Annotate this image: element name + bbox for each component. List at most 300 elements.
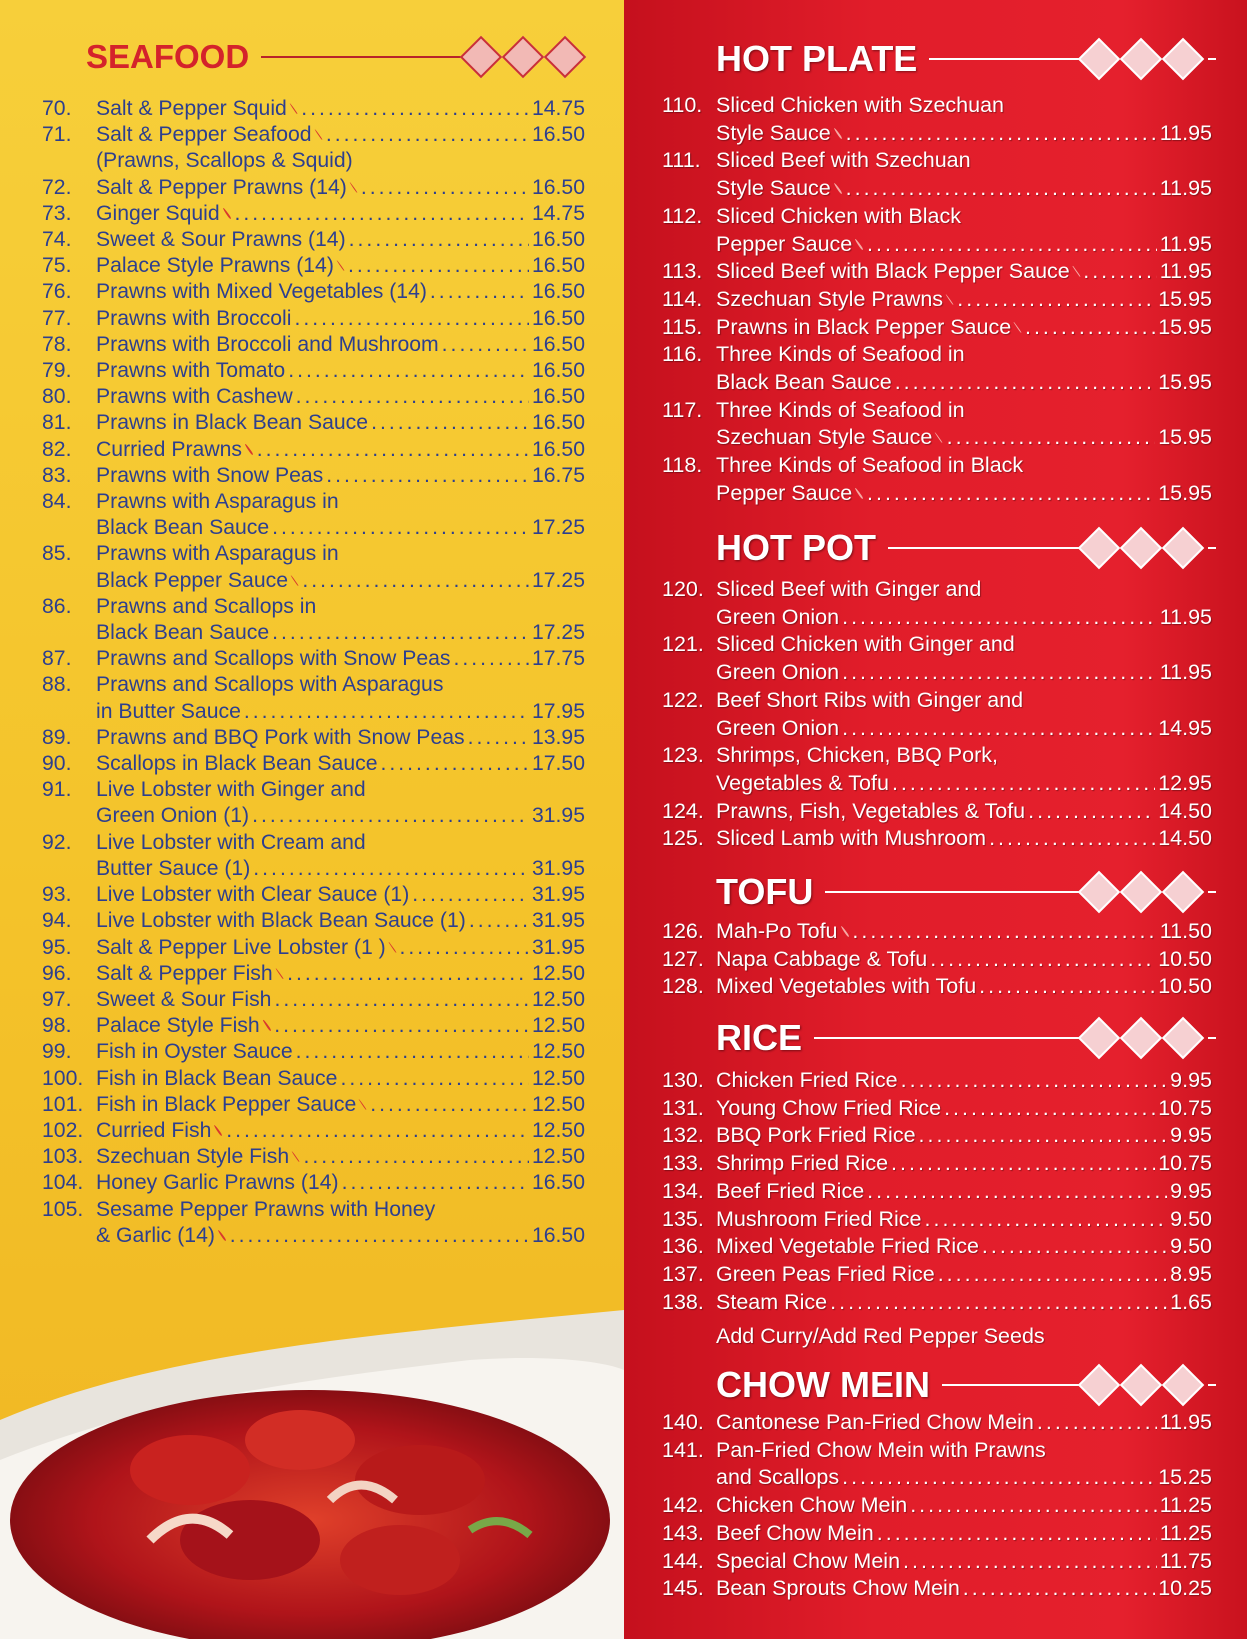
menu-item xyxy=(662,258,1212,286)
item-number: 118. xyxy=(662,453,703,478)
menu-item-row xyxy=(42,803,585,829)
menu-item-row xyxy=(662,286,1212,314)
dot-leader xyxy=(253,856,529,882)
item-number: 92. xyxy=(42,830,72,854)
item-name: Prawns, Fish, Vegetables & Tofu xyxy=(716,798,1026,823)
item-price: 14.75 xyxy=(531,97,585,120)
menu-item-row xyxy=(662,175,1212,203)
menu-item-row xyxy=(662,631,1212,659)
dot-leader xyxy=(846,120,1157,148)
chili-icon xyxy=(840,926,849,938)
item-number: 83. xyxy=(42,463,72,487)
item-price: 11.95 xyxy=(1159,660,1212,685)
diamond-icon xyxy=(1162,871,1204,913)
menu-item-row xyxy=(42,987,585,1013)
item-number: 87. xyxy=(42,647,72,671)
item-name-continued: Black Bean Sauce xyxy=(716,370,892,395)
menu-item xyxy=(42,987,585,1013)
menu-item-row xyxy=(42,122,585,148)
item-price: 17.95 xyxy=(531,699,585,723)
diamond-icon xyxy=(1078,527,1120,569)
dot-leader xyxy=(944,1095,1155,1123)
item-number: 104. xyxy=(42,1171,84,1195)
menu-item-row xyxy=(42,646,585,672)
item-number: 130. xyxy=(662,1068,704,1092)
header-rule-tail xyxy=(1208,891,1216,893)
tofu-header xyxy=(716,871,1216,913)
item-number: 84. xyxy=(42,490,72,514)
menu-item xyxy=(42,882,585,908)
dot-leader xyxy=(919,1122,1168,1150)
item-number: 131. xyxy=(662,1095,704,1120)
dot-leader xyxy=(895,369,1155,397)
item-number: 115. xyxy=(662,314,703,339)
chow-mein-header xyxy=(716,1364,1216,1406)
dot-leader xyxy=(925,1206,1168,1234)
menu-item xyxy=(662,92,1212,147)
item-number: 94. xyxy=(42,909,72,933)
menu-item xyxy=(662,314,1212,342)
item-name-continued: Vegetables & Tofu xyxy=(716,770,889,795)
dot-leader xyxy=(274,1013,529,1039)
dot-leader xyxy=(892,770,1155,798)
menu-item-row xyxy=(42,594,585,620)
dot-leader xyxy=(296,384,529,410)
item-name: Salt & Pepper Prawns (14) xyxy=(96,175,347,199)
item-price: 13.95 xyxy=(531,725,585,749)
dot-leader xyxy=(842,604,1157,632)
dot-leader xyxy=(842,659,1157,687)
diamond-icon xyxy=(1120,1017,1162,1059)
item-number: 75. xyxy=(42,254,72,278)
dot-leader xyxy=(230,1223,529,1249)
item-price: 10.75 xyxy=(1158,1151,1212,1176)
chili-icon xyxy=(262,1020,271,1032)
item-price: 31.95 xyxy=(531,856,585,880)
item-price: 11.95 xyxy=(1159,604,1212,629)
dot-leader xyxy=(842,1464,1155,1492)
item-name-continued: Green Onion xyxy=(716,660,840,685)
menu-item xyxy=(42,1197,585,1249)
menu-item-row xyxy=(662,1261,1212,1289)
item-name: Sweet & Sour Prawns (14) xyxy=(96,228,346,252)
item-name-continued: in Butter Sauce xyxy=(96,699,241,723)
section-title-rice: RICE xyxy=(716,1017,803,1058)
menu-item xyxy=(662,1150,1212,1178)
chili-icon xyxy=(217,1229,226,1241)
diamond-divider xyxy=(1078,1370,1204,1400)
diamond-icon xyxy=(1162,527,1204,569)
hot-plate-list xyxy=(662,92,1212,508)
item-name: Pan-Fried Chow Mein with Prawns xyxy=(716,1437,1046,1462)
menu-item xyxy=(662,742,1212,797)
item-name: Cantonese Pan-Fried Chow Mein xyxy=(716,1410,1034,1434)
menu-item xyxy=(662,286,1212,314)
item-number: 113. xyxy=(662,259,703,284)
item-price: 11.95 xyxy=(1159,176,1212,201)
item-price: 14.50 xyxy=(1158,826,1212,851)
diamond-icon xyxy=(502,36,544,78)
item-price: 14.95 xyxy=(1158,715,1212,740)
dot-leader xyxy=(274,987,529,1013)
dot-leader xyxy=(326,122,529,148)
item-name: Palace Style Fish xyxy=(96,1014,260,1038)
item-name: Prawns with Broccoli and Mushroom xyxy=(96,332,439,356)
item-price: 8.95 xyxy=(1170,1261,1212,1286)
menu-item-row xyxy=(662,1150,1212,1178)
menu-item xyxy=(42,279,585,305)
item-name: Prawns with Asparagus in xyxy=(96,490,339,514)
item-price: 9.95 xyxy=(1170,1068,1212,1092)
section-title-hot-plate: HOT PLATE xyxy=(716,38,918,79)
section-title-chow-mein: CHOW MEIN xyxy=(716,1364,930,1405)
menu-item-row xyxy=(662,480,1212,508)
menu-item-row xyxy=(42,908,585,934)
dot-leader xyxy=(272,515,529,541)
item-price: 12.50 xyxy=(531,1040,585,1064)
menu-item-row xyxy=(662,258,1212,286)
menu-item-row xyxy=(42,751,585,777)
menu-item-row xyxy=(42,306,585,332)
menu-item xyxy=(662,1178,1212,1206)
menu-item-row xyxy=(662,92,1212,120)
menu-item xyxy=(42,253,585,279)
diamond-icon xyxy=(1162,38,1204,80)
item-number: 138. xyxy=(662,1289,704,1314)
item-number: 95. xyxy=(42,935,72,959)
header-rule xyxy=(942,1384,1080,1386)
menu-item xyxy=(662,973,1212,1001)
menu-item-row xyxy=(662,397,1212,425)
section-title-hot-pot: HOT POT xyxy=(716,527,876,568)
menu-item-row xyxy=(662,341,1212,369)
item-number: 145. xyxy=(662,1576,704,1601)
menu-item xyxy=(662,631,1212,686)
menu-item xyxy=(42,830,585,882)
menu-item xyxy=(42,961,585,987)
item-name: Sesame Pepper Prawns with Honey xyxy=(96,1197,436,1221)
item-price: 11.95 xyxy=(1159,120,1212,145)
menu-item-row xyxy=(662,946,1212,974)
item-price: 15.95 xyxy=(1158,480,1212,505)
dot-leader xyxy=(910,1492,1157,1520)
item-name: Live Lobster with Clear Sauce (1) xyxy=(96,883,410,907)
dot-leader xyxy=(244,699,529,725)
item-price: 17.50 xyxy=(531,752,585,776)
item-name: Bean Sprouts Chow Mein xyxy=(716,1576,960,1601)
item-price: 17.75 xyxy=(531,647,585,671)
item-name: Prawns with Broccoli xyxy=(96,306,292,330)
diamond-divider xyxy=(460,42,586,72)
item-name: Sweet & Sour Fish xyxy=(96,987,272,1011)
menu-item-row xyxy=(42,175,585,201)
diamond-icon xyxy=(1120,527,1162,569)
menu-item xyxy=(42,1144,585,1170)
header-rule-tail xyxy=(1208,1384,1216,1386)
item-name: Sliced Lamb with Mushroom xyxy=(716,826,987,851)
item-price: 16.50 xyxy=(531,280,585,304)
item-price: 9.95 xyxy=(1170,1123,1212,1148)
item-number: 123. xyxy=(662,743,704,768)
item-name-continued: and Scallops xyxy=(716,1465,840,1490)
item-name: Chicken Fried Rice xyxy=(716,1068,898,1092)
chili-icon xyxy=(1014,322,1022,333)
diamond-icon xyxy=(1120,38,1162,80)
item-price: 9.95 xyxy=(1170,1178,1212,1203)
menu-item-row xyxy=(662,604,1212,632)
menu-item xyxy=(42,1170,585,1196)
dot-leader xyxy=(302,568,529,594)
rice-list xyxy=(662,1067,1212,1316)
item-price: 9.50 xyxy=(1170,1234,1212,1259)
item-name-continued: Szechuan Style Sauce xyxy=(716,425,933,450)
menu-item xyxy=(42,306,585,332)
item-price: 16.50 xyxy=(531,411,585,435)
item-name: Ginger Squid xyxy=(96,201,220,225)
menu-item xyxy=(662,946,1212,974)
menu-item-row xyxy=(662,825,1212,853)
menu-item-row xyxy=(662,798,1212,826)
chili-icon xyxy=(833,183,842,195)
item-price: 12.50 xyxy=(531,961,585,985)
item-number: 124. xyxy=(662,798,704,823)
item-price: 12.50 xyxy=(531,1145,585,1169)
menu-item xyxy=(42,672,585,724)
menu-item xyxy=(42,594,585,646)
hot-pot-list xyxy=(662,576,1212,853)
dot-leader xyxy=(370,1092,529,1118)
menu-item xyxy=(42,175,585,201)
menu-item-row xyxy=(662,1122,1212,1150)
menu-item-row xyxy=(662,120,1212,148)
menu-item-row xyxy=(662,1067,1212,1095)
item-number: 78. xyxy=(42,332,72,356)
menu-item-row xyxy=(42,227,585,253)
chili-icon xyxy=(349,181,357,192)
item-price: 12.50 xyxy=(531,1092,585,1116)
item-name: Fish in Black Bean Sauce xyxy=(96,1066,338,1090)
item-price: 11.25 xyxy=(1159,1520,1212,1545)
menu-item xyxy=(662,1095,1212,1123)
item-number: 100. xyxy=(42,1066,84,1090)
menu-item xyxy=(42,751,585,777)
item-name: BBQ Pork Fried Rice xyxy=(716,1123,916,1148)
hot-pot-header xyxy=(716,527,1216,569)
menu-item xyxy=(42,437,585,463)
item-name: Live Lobster with Ginger and xyxy=(96,778,366,802)
item-number: 133. xyxy=(662,1151,704,1176)
menu-item-row xyxy=(42,856,585,882)
chili-icon xyxy=(388,941,396,952)
item-name-continued: Style Sauce xyxy=(716,176,831,201)
menu-item xyxy=(42,96,585,122)
diamond-icon xyxy=(1162,1017,1204,1059)
menu-item-row xyxy=(42,725,585,751)
item-price: 12.50 xyxy=(531,1014,585,1038)
chili-icon xyxy=(945,294,953,305)
menu-item xyxy=(662,1206,1212,1234)
menu-item xyxy=(42,1013,585,1039)
dot-leader xyxy=(288,358,529,384)
item-number: 74. xyxy=(42,228,72,252)
menu-item-row xyxy=(662,314,1212,342)
dot-leader xyxy=(989,825,1155,853)
chili-icon xyxy=(833,127,842,139)
chili-icon xyxy=(289,103,298,114)
right-panel xyxy=(624,0,1247,1639)
menu-item xyxy=(42,935,585,961)
item-name: Prawns in Black Pepper Sauce xyxy=(716,314,1012,339)
menu-item xyxy=(42,1066,585,1092)
menu-item-row xyxy=(42,96,585,122)
item-name-continued: Green Onion xyxy=(716,715,840,740)
item-name: Curried Fish xyxy=(96,1118,212,1142)
menu-item xyxy=(42,410,585,436)
menu-item-row xyxy=(662,1437,1212,1465)
dot-leader xyxy=(272,620,529,646)
menu-item-row xyxy=(662,576,1212,604)
item-number: 72. xyxy=(42,175,72,199)
menu-item xyxy=(42,201,585,227)
menu-item xyxy=(662,918,1212,946)
menu-item xyxy=(42,725,585,751)
item-number: 121. xyxy=(662,632,704,657)
menu-item xyxy=(662,341,1212,396)
dot-leader xyxy=(412,882,529,908)
menu-item xyxy=(662,1492,1212,1520)
item-number: 125. xyxy=(662,826,704,851)
chili-icon xyxy=(214,1125,223,1137)
menu-item xyxy=(42,122,585,174)
dot-leader xyxy=(867,231,1157,259)
rice-header xyxy=(716,1017,1216,1059)
item-number: 89. xyxy=(42,725,72,749)
chili-icon xyxy=(290,574,299,585)
header-rule xyxy=(888,547,1080,549)
dot-leader xyxy=(867,480,1155,508)
dot-leader xyxy=(304,1144,529,1170)
item-name: Three Kinds of Seafood in xyxy=(716,342,965,367)
menu-item-row xyxy=(42,961,585,987)
menu-item xyxy=(42,777,585,829)
diamond-icon xyxy=(1120,1364,1162,1406)
item-price: 17.25 xyxy=(531,568,585,592)
dot-leader xyxy=(442,332,529,358)
item-price: 16.50 xyxy=(531,437,585,461)
item-price: 31.95 xyxy=(531,909,585,933)
item-number: 126. xyxy=(662,919,704,943)
item-name: Salt & Pepper Seafood xyxy=(96,123,312,147)
menu-item-row xyxy=(42,253,585,279)
diamond-icon xyxy=(460,36,502,78)
diamond-icon xyxy=(544,36,586,78)
item-number: 142. xyxy=(662,1493,704,1518)
item-name: Szechuan Style Prawns xyxy=(716,286,944,311)
menu-item-row xyxy=(662,203,1212,231)
item-name: Sliced Chicken with Szechuan xyxy=(716,93,1005,117)
menu-item-row xyxy=(662,1178,1212,1206)
item-number: 105. xyxy=(42,1197,84,1221)
item-price: 16.50 xyxy=(531,1223,585,1247)
item-number: 81. xyxy=(42,411,72,435)
item-name: Young Chow Fried Rice xyxy=(716,1095,942,1120)
item-price: 16.75 xyxy=(531,463,585,487)
item-price: 11.25 xyxy=(1159,1493,1212,1518)
menu-item-row xyxy=(42,541,585,567)
item-price: 16.50 xyxy=(531,359,585,383)
menu-item-row xyxy=(42,672,585,698)
menu-item-row xyxy=(42,1144,585,1170)
menu-item xyxy=(42,1118,585,1144)
diamond-icon xyxy=(1078,871,1120,913)
menu-item-row xyxy=(662,1206,1212,1234)
header-rule xyxy=(261,56,462,58)
menu-item-row xyxy=(662,1464,1212,1492)
menu-item-row xyxy=(662,742,1212,770)
item-number: 128. xyxy=(662,974,704,999)
item-number: 99. xyxy=(42,1040,72,1064)
item-number: 71. xyxy=(42,123,72,147)
item-number: 97. xyxy=(42,987,72,1011)
item-name-continued: & Garlic (14) xyxy=(96,1223,215,1247)
menu-item xyxy=(662,1409,1212,1437)
item-name: Prawns in Black Bean Sauce xyxy=(96,411,369,435)
item-name-continued: Pepper Sauce xyxy=(716,231,853,256)
item-name: Prawns and Scallops with Snow Peas xyxy=(96,647,451,671)
item-number: 110. xyxy=(662,93,703,117)
menu-item-row xyxy=(42,1066,585,1092)
menu-item xyxy=(42,227,585,253)
menu-item-row xyxy=(662,452,1212,480)
item-number: 122. xyxy=(662,687,704,712)
item-name: Steam Rice xyxy=(716,1289,828,1314)
diamond-icon xyxy=(1078,1364,1120,1406)
menu-item-row xyxy=(662,715,1212,743)
dot-leader xyxy=(830,1289,1167,1317)
diamond-divider xyxy=(1078,533,1204,563)
item-price: 11.95 xyxy=(1159,1410,1212,1434)
item-name: Sliced Beef with Black Pepper Sauce xyxy=(716,259,1070,284)
item-number: 101. xyxy=(42,1092,84,1116)
item-name-continued: Butter Sauce (1) xyxy=(96,856,251,880)
dot-leader xyxy=(342,1170,529,1196)
item-price: 31.95 xyxy=(531,804,585,828)
menu-item-row xyxy=(42,699,585,725)
dot-leader xyxy=(1025,314,1155,342)
header-rule-tail xyxy=(1208,58,1216,60)
item-name: Mah-Po Tofu xyxy=(716,919,838,943)
dot-leader xyxy=(340,1066,529,1092)
item-description: (Prawns, Scallops & Squid) xyxy=(96,149,353,173)
diamond-icon xyxy=(1078,38,1120,80)
menu-item xyxy=(662,1289,1212,1317)
menu-item xyxy=(662,1437,1212,1492)
header-rule xyxy=(929,58,1080,60)
item-price: 15.25 xyxy=(1158,1465,1212,1490)
item-number: 79. xyxy=(42,359,72,383)
item-name: Chicken Chow Mein xyxy=(716,1493,908,1518)
item-number: 80. xyxy=(42,385,72,409)
item-number: 103. xyxy=(42,1145,84,1169)
menu-item-row xyxy=(42,620,585,646)
menu-item-row xyxy=(662,369,1212,397)
item-price: 16.50 xyxy=(531,254,585,278)
menu-item-row xyxy=(662,1575,1212,1603)
item-number: 70. xyxy=(42,97,72,120)
item-price: 9.50 xyxy=(1170,1206,1212,1231)
menu-item xyxy=(662,798,1212,826)
dot-leader xyxy=(361,175,529,201)
